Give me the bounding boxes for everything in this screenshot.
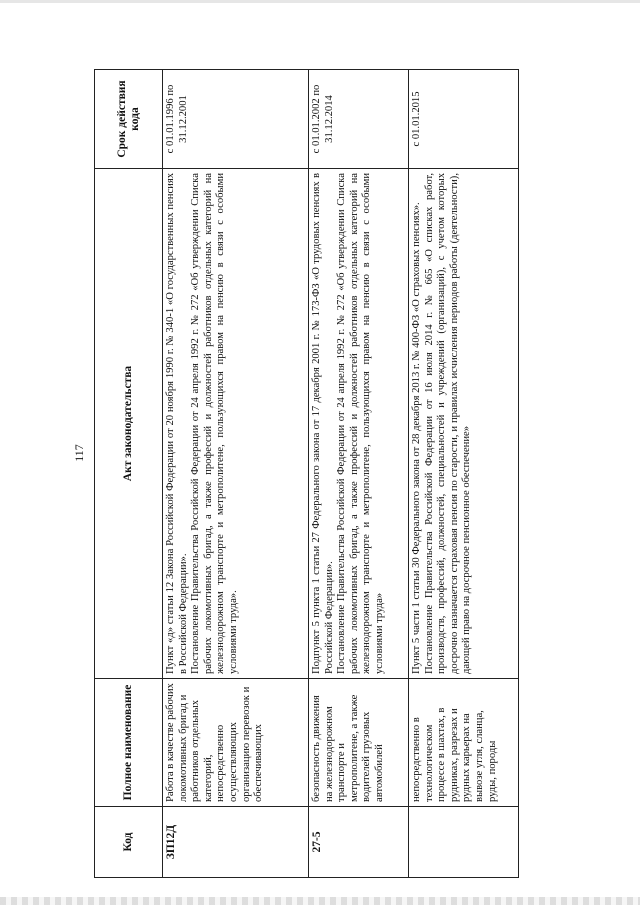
table-header-row [95, 70, 163, 878]
rotated-table-container [94, 70, 518, 878]
row-name: безопасность движения на железнодорожном транспорте и метрополитене, а также водителей грузовых автомобилей [309, 679, 409, 807]
row-code: 27-5 [309, 807, 409, 878]
header-code: Код [95, 807, 163, 878]
row-act [163, 169, 309, 679]
act-paragraph: Подпункт 5 пункта 1 статьи 27 Федерального закона от 17 декабря 2001 г. № 173-ФЗ «О трудовых пенсиях в Российской Федерации». [311, 173, 335, 674]
row-term: с 01.01.2002 по 31.12.2014 [309, 70, 409, 169]
legal-acts-table-frame [94, 70, 518, 878]
header-act: Акт законодательства [95, 169, 163, 679]
table-row [309, 70, 409, 878]
legal-acts-table [94, 69, 519, 878]
scan-bottom-edge [0, 897, 640, 905]
table-row [163, 70, 309, 878]
act-paragraph: Постановление Правительства Российской Федерации от 24 апреля 1992 г. № 272 «Об утверждении Списка рабочих локомотивных бригад, а также профессий и должностей работников отдельных категорий на железнодорожном транспорте и метрополитене, пользующихся правом на пенсию в связи с особыми условиями труда» [336, 173, 385, 674]
scan-top-edge [0, 0, 640, 3]
header-name: Полное наименование [95, 679, 163, 807]
row-code [409, 807, 519, 878]
row-name: Работа в качестве рабочих локомотивных бригад и работников отдельных категорий, непосредственно осуществляющих организацию перевозок и обеспечивающих [163, 679, 309, 807]
row-act [409, 169, 519, 679]
act-paragraph: Пункт «д» статьи 12 Закона Российской Федерации от 20 ноября 1990 г. № 340-1 «О государственных пенсиях в Российской Федерации». [165, 173, 189, 674]
table-row [409, 70, 519, 878]
act-paragraph: Пункт 5 части 1 статьи 30 Федерального закона от 28 декабря 2013 г. № 400-ФЗ «О страховых пенсиях». [411, 202, 422, 674]
row-term: с 01.01.1996 по 31.12.2001 [163, 70, 309, 169]
header-term: Срок действия кода [95, 70, 163, 169]
act-paragraph: Постановление Правительства Российской Федерации от 24 апреля 1992 г. № 272 «Об утверждении Списка рабочих локомотивных бригад, а также профессий и должностей работников отдельных категорий на железнодорожном транспорте и метрополитене, пользующихся правом на пенсию в связи с особыми условиями труда». [190, 173, 239, 674]
row-code: ЗП12Д [163, 807, 309, 878]
row-name: непосредственно в технологическом процессе в шахтах, в рудниках, разрезах и рудных карьерах на вывозе угля, сланца, руды, породы [409, 679, 519, 807]
row-act [309, 169, 409, 679]
page-number: 117 [72, 444, 86, 462]
row-term: с 01.01.2015 [409, 70, 519, 169]
act-paragraph: Постановление Правительства Российской Федерации от 16 июля 2014 г. № 665 «О списках работ, производств, профессий, должностей, специальностей и учреждений (организаций), с учетом которых досрочно назначается страховая пенсия по старости, и правилах исчисления периодов работы (деятельности), дающей право на досрочное пенсионное обеспечение» [423, 173, 473, 674]
